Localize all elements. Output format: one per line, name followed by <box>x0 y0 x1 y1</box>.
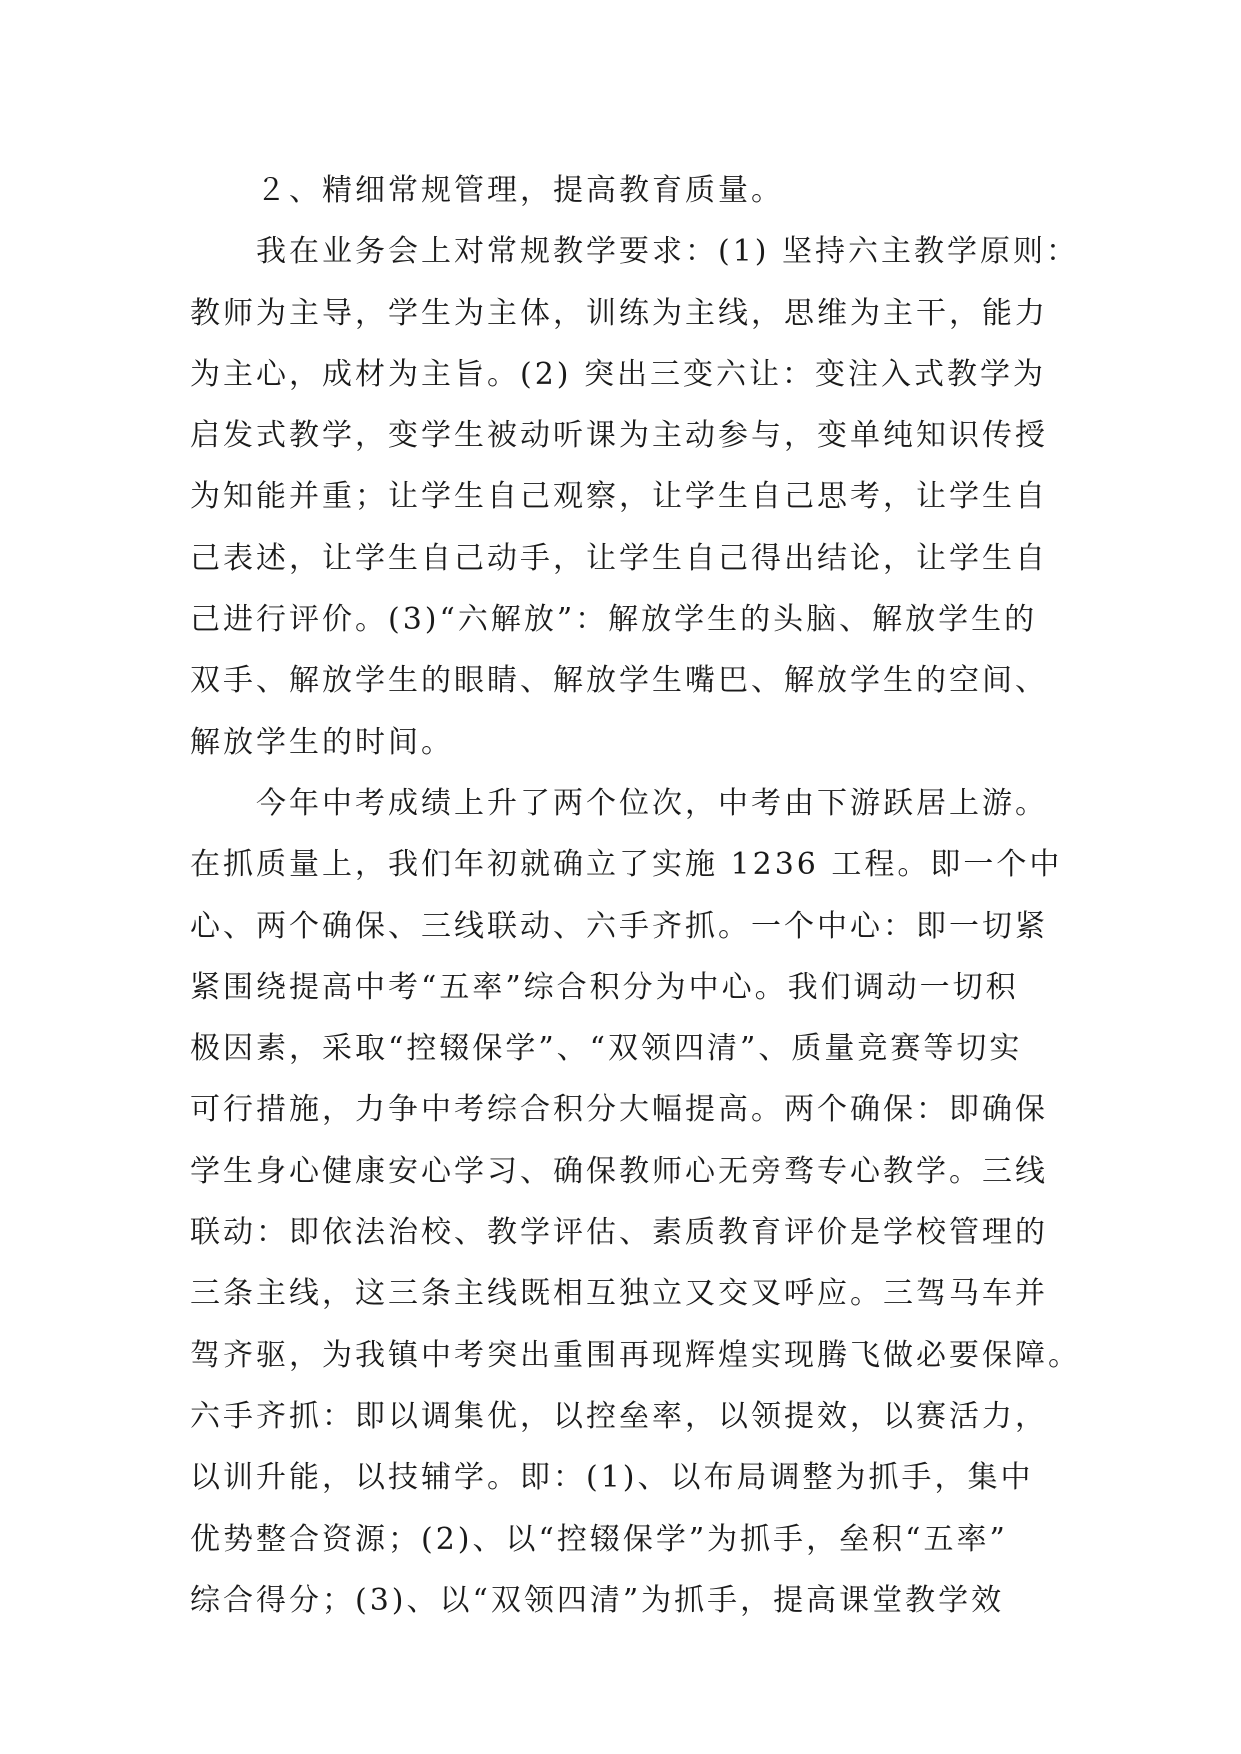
text-line: 己表述，让学生自己动手，让学生自己得出结论，让学生自 <box>190 540 1048 576</box>
text-line: 在抓质量上，我们年初就确立了实施 1236 工程。即一个中 <box>190 847 1063 883</box>
text-line: 可行措施，力争中考综合积分大幅提高。两个确保：即确保 <box>190 1092 1048 1128</box>
text-line: 三条主线，这三条主线既相互独立又交叉呼应。三驾马车并 <box>190 1276 1048 1312</box>
text-line: 为主心，成材为主旨。(2) 突出三变六让：变注入式教学为 <box>190 356 1047 392</box>
text-line: 双手、解放学生的眼睛、解放学生嘴巴、解放学生的空间、 <box>190 663 1048 699</box>
text-line: 驾齐驱，为我镇中考突出重围再现辉煌实现腾飞做必要保障。 <box>190 1337 1081 1373</box>
text-line: 学生身心健康安心学习、确保教师心无旁骛专心教学。三线 <box>190 1153 1048 1189</box>
text-line: 己进行评价。(3)“六解放”：解放学生的头脑、解放学生的 <box>190 602 1038 638</box>
section-heading: ２、精细常规管理，提高教育质量。 <box>256 173 784 208</box>
text-line: 我在业务会上对常规教学要求：(1) 坚持六主教学原则： <box>256 234 1080 270</box>
text-line: 教师为主导，学生为主体，训练为主线，思维为主干，能力 <box>190 295 1048 331</box>
text-line: 紧围绕提高中考“五率”综合积分为中心。我们调动一切积 <box>190 969 1019 1005</box>
text-line: 今年中考成绩上升了两个位次，中考由下游跃居上游。 <box>256 785 1048 821</box>
text-line: 综合得分；(3)、以“双领四清”为抓手，提高课堂教学效 <box>190 1582 1005 1618</box>
text-line: 以训升能，以技辅学。即：(1)、以布局调整为抓手，集中 <box>190 1460 1034 1496</box>
text-line: 极因素，采取“控辍保学”、“双领四清”、质量竞赛等切实 <box>190 1031 1023 1067</box>
text-line: 联动：即依法治校、教学评估、素质教育评价是学校管理的 <box>190 1215 1048 1251</box>
text-line: 为知能并重；让学生自己观察，让学生自己思考，让学生自 <box>190 479 1048 515</box>
text-line: 解放学生的时间。 <box>190 724 454 760</box>
text-line: 六手齐抓：即以调集优，以控垒率，以领提效，以赛活力， <box>190 1398 1048 1434</box>
document-body <box>190 160 1081 1631</box>
text-line: 启发式教学，变学生被动听课为主动参与，变单纯知识传授 <box>190 418 1048 454</box>
text-line: 优势整合资源；(2)、以“控辍保学”为抓手，垒积“五率” <box>190 1521 1008 1557</box>
text-line: 心、两个确保、三线联动、六手齐抓。一个中心：即一切紧 <box>190 908 1048 944</box>
